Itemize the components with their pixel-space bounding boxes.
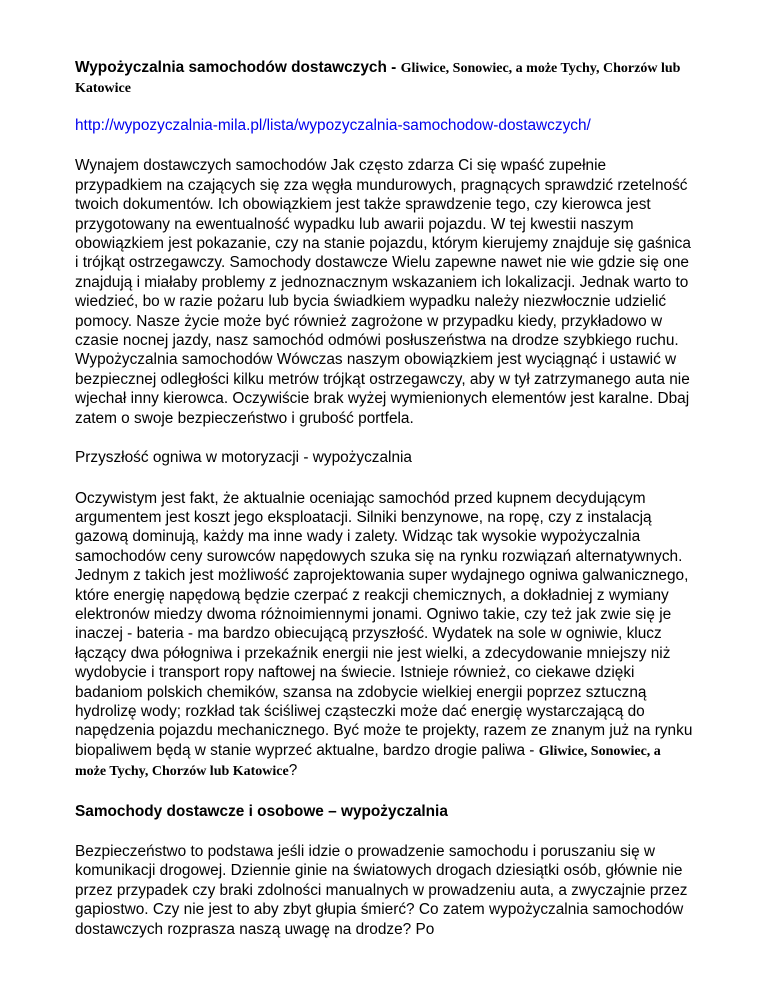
- source-link[interactable]: http://wypozyczalnia-mila.pl/lista/wypozyczalnia-samochodow-dostawczych/: [75, 117, 591, 134]
- document-page: [75, 58, 695, 939]
- document-title: [75, 58, 695, 98]
- section1-paragraph: Wynajem dostawczych samochodów Jak często zdarza Ci się wpaść zupełnie przypadkiem na czających się zza węgła mundurowych, pragnących sprawdzić rzetelność twoich dokumentów. Ich obowiązkiem jest także sprawdzenie tego, czy kierowca jest przygotowany na ewentualność wypadku lub awarii pojazdu. W tej kwestii naszym obowiązkiem jest pokazanie, czy na stanie pojazdu, którym kierujemy znajduje się gaśnica i trójkąt ostrzegawczy. Samochody dostawcze Wielu zapewne nawet nie wie gdzie się one znajdują i miałaby problemy z jednoznacznym wskazaniem ich lokalizacji. Jednak warto to wiedzieć, bo w razie pożaru lub bycia świadkiem wypadku należy niezwłocznie udzielić pomocy. Nasze życie może być również zagrożone w przypadku kiedy, przykładowo w czasie nocnej jazdy, nasz samochód odmówi posłuszeństwa na drodze szybkiego ruchu. Wypożyczalnia samochodów Wówczas naszym obowiązkiem jest wyciągnąć i ustawić w bezpiecznej odległości kilku metrów trójkąt ostrzegawczy, aby w tył zatrzymanego auta nie wjechał inny kierowca. Oczywiście brak wyżej wymienionych elementów jest karalne. Dbaj zatem o swoje bezpieczeństwo i grubość portfela.: [75, 157, 691, 427]
- section2-paragraph: [75, 489, 695, 782]
- section3-heading: Samochody dostawcze i osobowe – wypożyczalnia: [75, 802, 448, 820]
- section2-heading: Przyszłość ogniwa w motoryzacji - wypożyczalnia: [75, 449, 412, 467]
- section2-text: Oczywistym jest fakt, że aktualnie oceniając samochód przed kupnem decydującym argumentem jest koszt jego eksploatacji. Silniki benzynowe, na ropę, czy z instalacją gazową dominują, każdy ma inne wady i zalety. Widząc tak wysokie wypożyczalnia samochodów ceny surowców napędowych szuka się na rynku rozwiązań alternatywnych. Jednym z takich jest możliwość zaprojektowania super wydajnego ogniwa galwanicznego, które energię napędową będzie czerpać z reakcji chemicznych, a dokładniej z wymiany elektronów miedzy dwoma różnoimiennymi jonami. Ogniwo takie, czy też jak zwie się je inaczej - bateria - ma bardzo obiecującą przyszłość. Wydatek na sole w ogniwie, klucz łączący dwa półogniwa i przekaźnik energii nie jest wielki, a zdecydowanie mniejszy niż wydobycie i transport ropy naftowej na świecie. Istnieje również, co ciekawe dzięki badaniom polskich chemików, szansa na zdobycie wielkiej energii poprzez sztuczną hydrolizę wody; rozkład tak ściśliwej cząsteczki może dać energię wystarczającą do napędzenia pojazdu mechanicznego. Być może te projekty, razem ze znanym już na rynku biopaliwem będą w stanie wyprzeć aktualne, bardzo drogie paliwa -: [75, 489, 693, 759]
- title-cities: Gliwice, Sonowiec, a może Tychy, Chorzów lub Katowice: [75, 61, 681, 96]
- section3-paragraph: Bezpieczeństwo to podstawa jeśli idzie o prowadzenie samochodu i poruszaniu się w komunikacji drogowej. Dziennie ginie na światowych drogach dziesiątki osób, głównie nie przez przypadek czy braki zdolności manualnych w prowadzeniu auta, a zwyczajnie przez gapiostwo. Czy nie jest to aby zbyt głupia śmierć? Co zatem wypożyczalnia samochodów dostawczych rozprasza naszą uwagę na drodze? Po: [75, 843, 688, 938]
- section2-end: ?: [288, 762, 298, 780]
- title-main: Wypożyczalnia samochodów dostawczych -: [75, 59, 401, 76]
- section2-cities: Gliwice, Sonowiec, a może Tychy, Chorzów lub Katowice: [75, 743, 661, 780]
